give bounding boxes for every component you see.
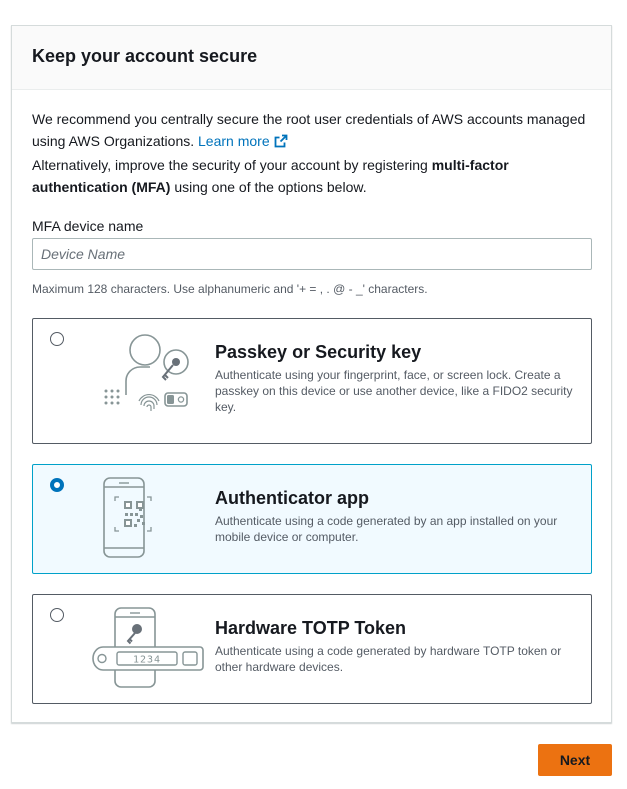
mfa-device-name-label: MFA device name [32,218,144,234]
learn-more-label: Learn more [198,133,270,149]
mfa-paragraph [32,154,591,198]
card-title: Keep your account secure [32,46,258,66]
external-link-icon [274,134,288,148]
authenticator-radio[interactable] [50,478,64,492]
mfa-device-name-hint: Maximum 128 characters. Use alphanumeric and '+ = , . @ - _' characters. [32,282,428,296]
next-button[interactable]: Next [538,744,612,776]
card-body [12,90,611,198]
mobile-qr-code-icon [103,477,161,559]
mfa-device-name-input[interactable] [32,238,592,270]
authenticator-title: Authenticator app [215,488,370,508]
passkey-icon [103,331,203,413]
mfa-text-bold: multi-factor authentication (MFA) [32,157,509,195]
intro-text: We recommend you centrally secure the root user credentials of AWS accounts managed using AWS Organizations. [32,111,586,149]
hardware-totp-description: Authenticate using a code generated by hardware TOTP token or other hardware devices. [215,644,562,674]
hardware-totp-title: Hardware TOTP Token [215,618,407,638]
authenticator-description: Authenticate using a code generated by an app installed on your mobile device or computer. [215,514,558,544]
passkey-radio[interactable] [50,332,64,346]
mfa-text-before: Alternatively, improve the security of your account by registering [32,157,432,173]
option-authenticator-app[interactable] [32,464,592,574]
mfa-card [11,25,612,723]
card-header [12,26,611,90]
option-hardware-totp[interactable] [32,594,592,704]
token-display-text: 1234 [132,654,162,666]
passkey-title: Passkey or Security key [215,342,422,362]
mfa-text-after: using one of the options below. [170,179,367,195]
option-passkey[interactable] [32,318,592,444]
hardware-totp-radio[interactable] [50,608,64,622]
hardware-token-icon [91,607,207,689]
intro-paragraph [32,108,591,152]
passkey-description: Authenticate using your fingerprint, face, or screen lock. Create a passkey on this device or use another device, like a FIDO2 security key. [215,368,573,414]
learn-more-link[interactable] [198,133,288,149]
